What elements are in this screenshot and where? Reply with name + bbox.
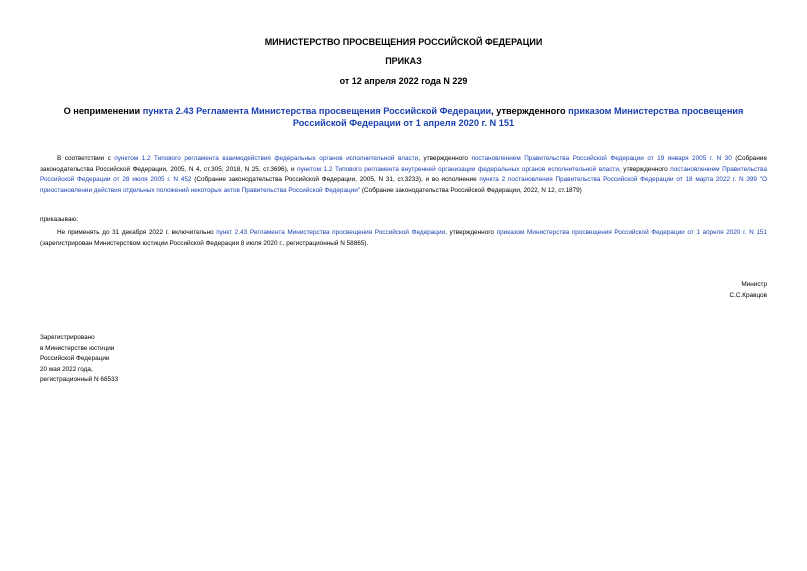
heading-link-order[interactable]: приказом Министерства просвещения Российской Федерации от 1 апреля 2020 г. N 151 [292,106,744,128]
paragraph-text: , утвержденного [445,229,497,236]
paragraph-text: В соответствии с [57,155,115,162]
link-resolution-2022-399-point[interactable]: пункта 2 постановления Правительства Российской Федерации от 18 марта 2022 г. N 399 [479,176,757,184]
link-typical-regulation-internal[interactable]: пунктом 1.2 Типового регламента внутренней организации федеральных органов исполнительной власти [297,165,619,173]
paragraph-text: (зарегистрирован Министерством юстиции Российской Федерации 8 июля 2020 г., регистрационный N 58865). [40,239,369,247]
paragraph-order-body [40,228,767,249]
signatory-name: С.С.Кравцов [729,292,767,299]
registration-line: Зарегистрировано [40,334,95,341]
paragraph-text: (Собрание законодательства Российской Федерации, 2005, N 31, ст.3233), и во исполнение [191,176,480,184]
document-date-number: от 12 апреля 2022 года N 229 [339,76,468,86]
registration-line: 20 мая 2022 года, [40,365,93,373]
document-type: ПРИКАЗ [385,56,422,66]
registration-block [40,333,240,386]
paragraph-text: , утвержденного [418,155,472,162]
paragraph-text: (Собрание законодательства Российской Федерации, 2022, N 12, ст.1879) [360,186,582,194]
paragraph-preamble [40,154,767,196]
signature-block [567,279,767,301]
link-regulation-point-2-43[interactable]: пункт 2.43 Регламента Министерства просвещения Российской Федерации [216,229,446,236]
heading-text: , утвержденного [491,106,569,116]
registration-line: Российской Федерации [40,355,110,363]
paragraph-text: Не применять до 31 декабря 2022 г. включительно [57,229,217,236]
heading-text: О неприменении [63,106,143,116]
signatory-position: Министр [741,281,767,288]
link-resolution-2005-30[interactable]: постановлением Правительства Российской Федерации от 19 января 2005 г. N 30 [471,155,732,162]
registration-line: регистрационный N 68533 [40,376,119,384]
paragraph-text: (Собрание законодательства Российской Федерации, 2005, N 4, ст.305; 2018, N 25, ст.3696), и [40,155,768,173]
document-heading [40,105,767,129]
paragraph-order-word: приказываю: [40,216,78,223]
ministry-title: МИНИСТЕРСТВО ПРОСВЕЩЕНИЯ РОССИЙСКОЙ ФЕДЕРАЦИИ [264,37,543,47]
registration-line: в Министерстве юстиции [40,344,115,352]
link-typical-regulation-interaction[interactable]: пунктом 1.2 Типового регламента взаимодействия федеральных органов исполнительной власти [114,155,419,162]
link-resolution-2005-452[interactable]: постановлением Правительства Российской Федерации от 28 июля 2005 г. N 452 [40,165,768,184]
paragraph-text: , утвержденного [618,165,671,173]
heading-link-regulation[interactable]: пункта 2.43 Регламента Министерства просвещения Российской Федерации [142,106,492,116]
link-resolution-2022-399-title[interactable]: "О приостановлении действия отдельных положений некоторых актов Правительства Российской Федерации" [40,176,767,194]
link-order-2020-151[interactable]: приказом Министерства просвещения Российской Федерации от 1 апреля 2020 г. N 151 [496,229,767,236]
